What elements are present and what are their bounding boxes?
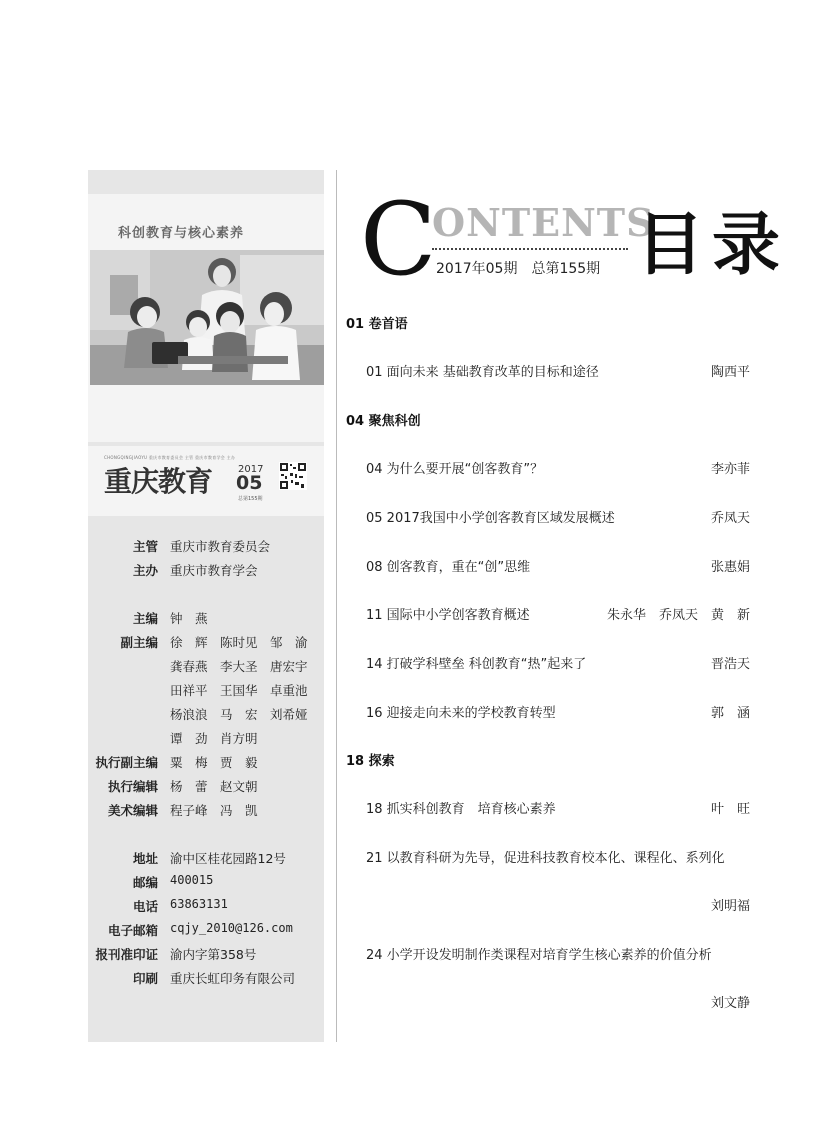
contents-heading: ONTENTS	[432, 200, 655, 245]
contents-initial-letter: C	[360, 181, 437, 298]
staff-value: 重庆市教育委员会	[170, 539, 271, 554]
staff-label: 地址	[132, 851, 158, 866]
toc-entry-author: 陶西平	[710, 365, 750, 380]
toc-entry-author: 郭 涵	[710, 706, 750, 721]
staff-value: 63863131	[170, 897, 228, 911]
staff-row	[88, 897, 324, 917]
toc-entry-title[interactable]: 16 迎接走向未来的学校教育转型	[366, 706, 556, 721]
staff-value: 重庆市教育学会	[170, 563, 258, 578]
magazine-title: 重庆教育	[104, 465, 213, 498]
issue-info: 2017年05期 总第155期	[436, 261, 601, 277]
staff-value: 钟 燕	[170, 611, 208, 626]
staff-label: 报刊准印证	[95, 947, 158, 962]
section-heading: 18 探索	[346, 754, 395, 769]
staff-row	[88, 609, 324, 629]
staff-value: 程子峰 冯 凯	[170, 803, 258, 818]
magazine-total-issue: 总第155期	[238, 496, 263, 502]
qr-code-icon	[279, 462, 307, 490]
staff-value: 徐 辉 陈时见 邹 渝	[170, 635, 308, 650]
staff-value: cqjy_2010@126.com	[170, 921, 293, 935]
magazine-year: 2017	[238, 464, 264, 475]
toc-entry-title[interactable]: 18 抓实科创教育 培育核心素养	[366, 802, 556, 817]
staff-row	[88, 849, 324, 869]
toc-entry-title[interactable]: 14 打破学科壁垒 科创教育“热”起来了	[366, 657, 587, 672]
staff-label: 主办	[132, 563, 158, 578]
staff-label: 美术编辑	[107, 803, 158, 818]
staff-row	[88, 705, 324, 725]
toc-entry-author: 朱永华 乔凤天 黄 新	[606, 608, 750, 623]
staff-label: 副主编	[120, 635, 158, 650]
toc-entry-title[interactable]: 21 以教育科研为先导，促进科技教育校本化、课程化、系列化	[366, 851, 725, 866]
toc-entry-author: 刘文静	[710, 996, 750, 1011]
staff-value: 田祥平 王国华 卓重池	[170, 683, 308, 698]
staff-value: 400015	[170, 873, 214, 887]
staff-row	[88, 729, 324, 749]
staff-row	[88, 753, 324, 773]
staff-value: 重庆长虹印务有限公司	[170, 971, 296, 986]
cover-caption: 科创教育与核心素养	[118, 226, 245, 241]
staff-label: 主编	[132, 611, 158, 626]
staff-label: 主管	[132, 539, 158, 554]
column-divider	[336, 170, 337, 1042]
toc-entry-author: 张惠娟	[710, 560, 750, 575]
staff-row	[88, 801, 324, 821]
staff-label: 执行副主编	[95, 755, 158, 770]
section-heading: 01 卷首语	[346, 317, 408, 332]
mulu-title: 目录	[636, 206, 789, 285]
staff-value: 渝中区桂花园路12号	[170, 851, 286, 866]
staff-row	[88, 777, 324, 797]
staff-value: 粟 梅 贾 毅	[170, 755, 258, 770]
cover-photo	[90, 250, 324, 385]
staff-row	[88, 873, 324, 893]
staff-row	[88, 657, 324, 677]
staff-row	[88, 969, 324, 989]
staff-label: 电子邮箱	[107, 923, 158, 938]
toc-entry-title[interactable]: 24 小学开设发明制作类课程对培育学生核心素养的价值分析	[366, 948, 712, 963]
dotted-rule	[432, 248, 628, 250]
toc-entry-author: 晋浩天	[710, 657, 750, 672]
staff-label: 执行编辑	[107, 779, 158, 794]
staff-value: 杨浪浪 马 宏 刘希娅	[170, 707, 308, 722]
toc-entry-title[interactable]: 11 国际中小学创客教育概述	[366, 608, 530, 623]
toc-entry-author: 叶 旺	[710, 802, 750, 817]
toc-entry-author: 李亦菲	[710, 462, 750, 477]
toc-entry-title[interactable]: 05 2017我国中小学创客教育区域发展概述	[366, 511, 615, 526]
magazine-sponsor-line: CHONGQINGJIAOYU 重庆市教育委员会 主管 重庆市教育学会 主办	[104, 455, 236, 460]
toc-entry-title[interactable]: 04 为什么要开展“创客教育”？	[366, 462, 544, 477]
staff-row	[88, 945, 324, 965]
section-heading: 04 聚焦科创	[346, 414, 421, 429]
toc-entry-title[interactable]: 01 面向未来 基础教育改革的目标和途径	[366, 365, 599, 380]
staff-row	[88, 681, 324, 701]
staff-label: 印刷	[132, 971, 158, 986]
toc-entry-author: 刘明福	[710, 899, 750, 914]
classroom-photo-illustration	[90, 250, 324, 385]
toc-entry-title[interactable]: 08 创客教育，重在“创”思维	[366, 560, 531, 575]
staff-row	[88, 921, 324, 941]
staff-value: 谭 劲 肖方明	[170, 731, 258, 746]
staff-row	[88, 561, 324, 581]
staff-row	[88, 537, 324, 557]
staff-row	[88, 633, 324, 653]
toc-entry-author: 乔凤天	[710, 511, 750, 526]
staff-label: 邮编	[132, 875, 158, 890]
magazine-issue-number: 05	[236, 472, 263, 494]
staff-value: 龚春燕 李大圣 唐宏宇	[170, 659, 308, 674]
staff-value: 渝内字第358号	[170, 947, 257, 962]
staff-label: 电话	[132, 899, 158, 914]
staff-value: 杨 蕾 赵文朝	[170, 779, 258, 794]
